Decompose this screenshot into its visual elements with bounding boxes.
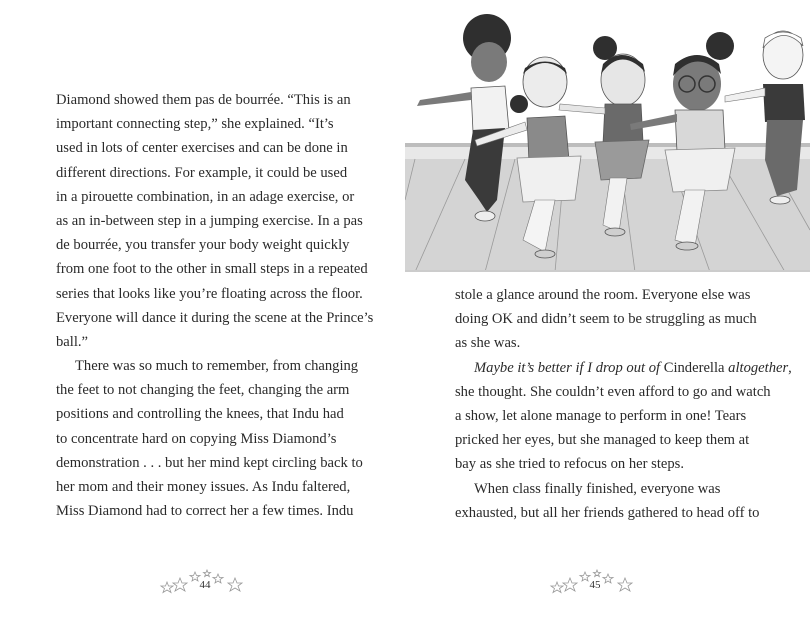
punctuation: , <box>788 359 792 376</box>
text-line: stole a glance around the room. Everyone else was <box>455 287 751 303</box>
left-page-body-text <box>56 88 373 523</box>
text-line: used in lots of center exercises and can be done in <box>56 140 348 157</box>
thought-line <box>455 356 792 380</box>
text-line: demonstration . . . but her mind kept circling back to <box>56 454 363 471</box>
page-number: 44 <box>199 579 211 591</box>
text-line: Diamond showed them pas de bourrée. “This is an <box>56 92 351 108</box>
text-line: ball.” <box>56 333 89 350</box>
text-line: in a pirouette combination, in an adage exercise, or <box>56 188 355 205</box>
text-line: important connecting step,” she explained. “It’s <box>56 116 334 133</box>
book-title-text: Cinderella <box>663 359 725 376</box>
text-line: from one foot to the other in small steps in a repeated <box>56 261 368 278</box>
text-line: exhausted, but all her friends gathered to head off to <box>455 504 760 521</box>
page-number: 45 <box>589 579 601 591</box>
text-line: Miss Diamond had to correct her a few times. Indu <box>56 503 354 520</box>
page-number-footer-right <box>545 568 645 602</box>
thought-italic-text: altogether <box>728 359 789 376</box>
thought-italic-text: Maybe it’s better if I drop out of <box>474 359 661 376</box>
text-line: her mom and their money issues. As Indu faltered, <box>56 479 351 495</box>
text-line: Everyone will dance it during the scene at the Prince’s <box>56 309 374 326</box>
text-line: a show, let alone manage to perform in one! Tears <box>455 407 747 424</box>
text-line: bay as she tried to refocus on her steps. <box>455 456 684 473</box>
page-number-footer-left <box>155 568 255 602</box>
text-line: as she was. <box>455 335 521 352</box>
text-line: de bourrée, you transfer your body weight quickly <box>56 237 350 254</box>
text-line: series that looks like you’re floating across the floor. <box>56 285 363 302</box>
right-page-body-text <box>455 283 792 525</box>
right-page <box>405 0 810 625</box>
text-line: pricked her eyes, but she managed to keep them at <box>455 432 750 449</box>
text-line: positions and controlling the knees, that Indu had <box>56 406 344 423</box>
text-line: There was so much to remember, from changing <box>75 358 359 375</box>
text-line: as an in-between step in a jumping exercise. In a pas <box>56 212 363 229</box>
text-line: doing OK and didn’t seem to be struggling as much <box>455 311 757 328</box>
text-line: different directions. For example, it could be used <box>56 164 348 181</box>
text-line: she thought. She couldn’t even afford to go and watch <box>455 383 771 400</box>
text-line: the feet to not changing the feet, changing the arm <box>56 382 350 399</box>
text-line: to concentrate hard on copying Miss Diamond’s <box>56 430 337 447</box>
text-line: When class finally finished, everyone was <box>474 480 721 497</box>
